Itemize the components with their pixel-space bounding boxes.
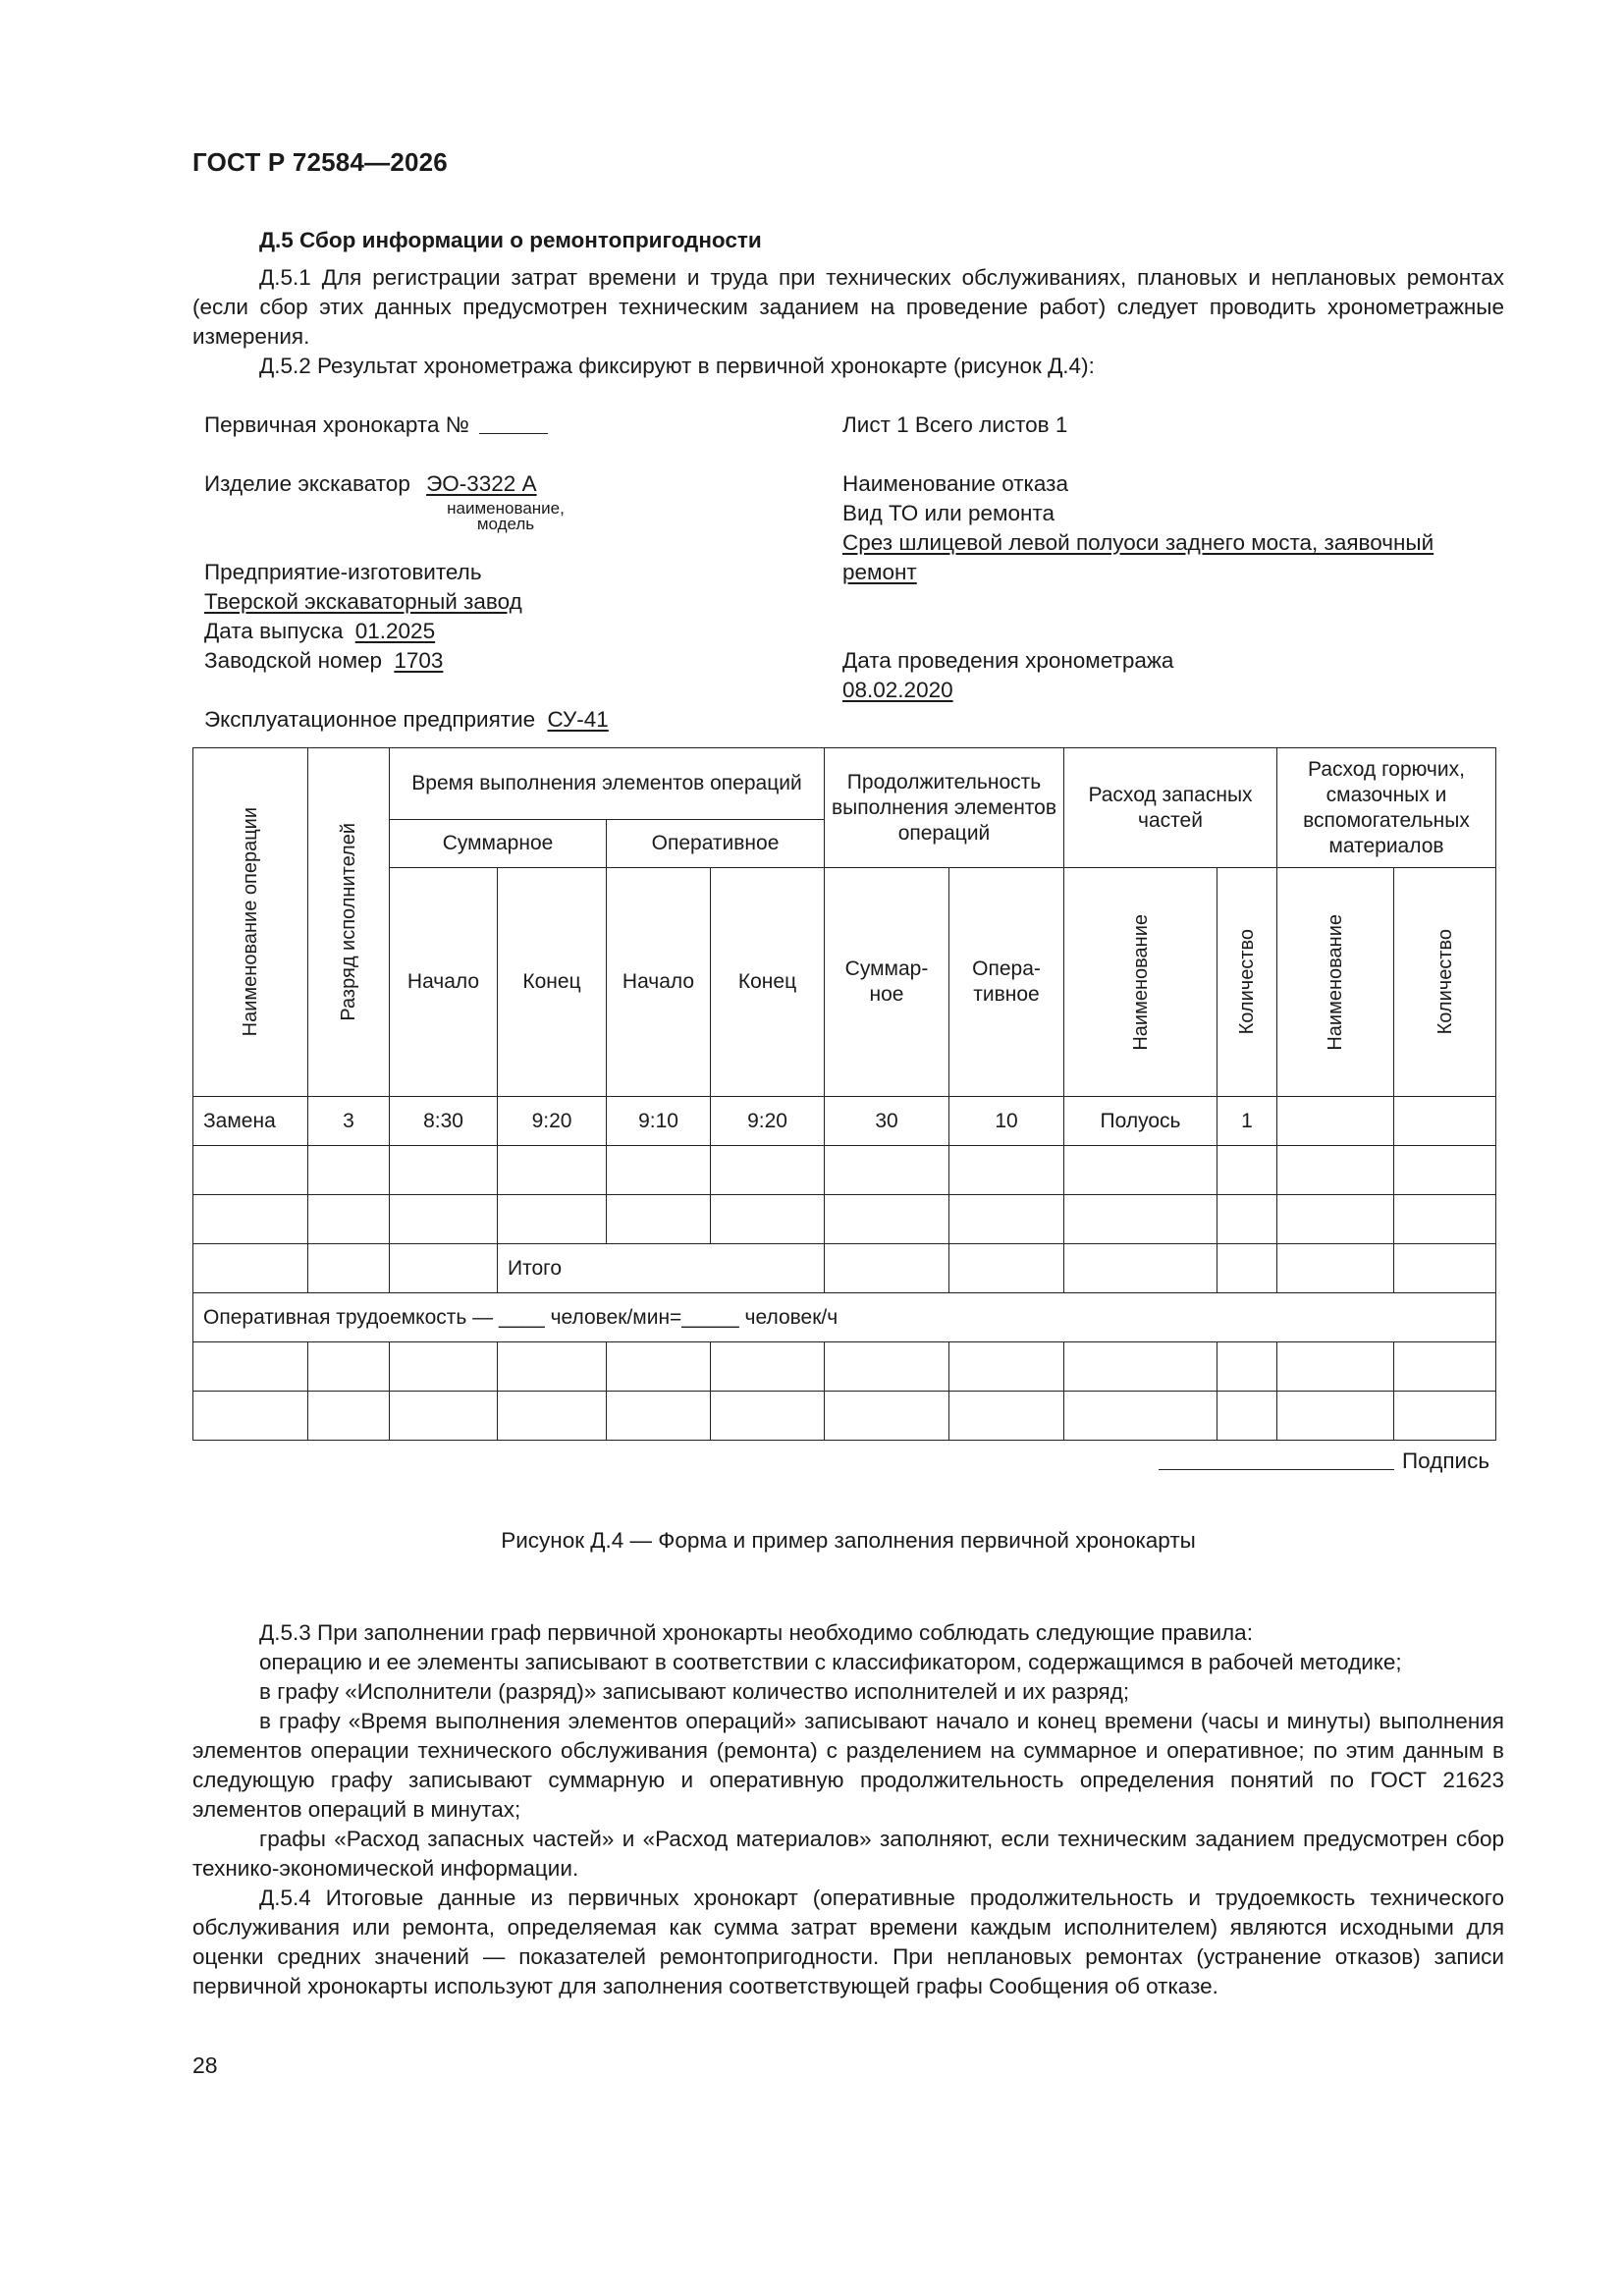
table-row-cell [606,1341,711,1392]
th-parts: Расход запасных частей [1063,747,1277,868]
table-row-cell [1276,1391,1394,1441]
failure-value-line2: ремонт [842,560,917,584]
release-label: Дата выпуска [204,619,344,643]
table-row-cell [192,1243,308,1293]
table-row-cell [389,1243,498,1293]
table-row-cell [1276,1194,1394,1244]
card-number-blank [479,433,548,434]
table-row-cell [389,1391,498,1441]
table-row-cell [497,1145,607,1195]
table-row-cell [1217,1194,1277,1244]
table-row-cell: Замена [192,1096,308,1146]
signature-field [1159,1449,1489,1474]
paragraph-d52: Д.5.2 Результат хронометража фиксируют в первичной хронокарте (рисунок Д.4): [259,354,1095,378]
th-rank-text: Разряд исполнителей [338,823,359,1021]
table-row-cell [1217,1243,1277,1293]
failure-value-line1: Срез шлицевой левой полуоси заднего моста, заявочный [842,530,1434,555]
table-row-cell [192,1145,308,1195]
table-row-cell [606,1194,711,1244]
table-row-cell [1217,1391,1277,1441]
table-row-cell: 10 [948,1096,1064,1146]
table-row-cell [1276,1096,1394,1146]
timing-date-label: Дата проведения хронометража [842,648,1174,673]
th-duration: Продолжительность выполнения элементов операций [824,747,1064,868]
product-note [422,501,589,532]
labor-line: Оперативная трудоемкость — ____ человек/мин=_____ человек/ч [192,1292,1496,1342]
th-time: Время выполнения элементов операций [389,747,825,820]
serial-label: Заводской номер [204,648,383,673]
table-row-cell [1063,1194,1217,1244]
table-row-cell [1276,1341,1394,1392]
table-row-cell [307,1194,390,1244]
table-row-cell [710,1145,825,1195]
table-row-cell [948,1243,1064,1293]
table-row-cell [1393,1194,1496,1244]
th-start-1: Начало [389,867,498,1097]
table-row-cell [1276,1243,1394,1293]
failure-label: Наименование отказа [842,471,1068,496]
table-row-cell [606,1391,711,1441]
table-row-cell [389,1145,498,1195]
card-number-field [204,410,548,440]
table-row-cell [307,1341,390,1392]
table-row-cell [1393,1145,1496,1195]
table-row-cell [606,1145,711,1195]
table-row-cell [1276,1145,1394,1195]
table-row-cell [192,1391,308,1441]
th-start-2: Начало [606,867,711,1097]
product-value: ЭО-3322 А [426,471,537,496]
table-row-cell [497,1194,607,1244]
table-row-cell [824,1194,949,1244]
th-materials-qty-text: Количество [1434,929,1456,1035]
table-row-cell [824,1145,949,1195]
table-row-cell: 9:10 [606,1096,711,1146]
table-row-cell [497,1391,607,1441]
th-operative: Оперативное [606,819,825,868]
th-duration-total: Суммар-ное [824,867,949,1097]
table-row-cell: Полуось [1063,1096,1217,1146]
table-row-cell [1063,1341,1217,1392]
table-row-cell [1063,1391,1217,1441]
serial-value: 1703 [394,648,444,673]
rule-4: графы «Расход запасных частей» и «Расход материалов» заполняют, если техническим заданием предусмотрен сбор технико-экономической информации. [192,1827,1504,1881]
table-row-cell [389,1194,498,1244]
release-date-field [204,617,435,646]
table-row-cell [389,1341,498,1392]
repair-type-label: Вид ТО или ремонта [842,501,1055,525]
table-row-cell [948,1145,1064,1195]
sheet-info: Лист 1 Всего листов 1 [842,412,1068,437]
th-duration-operative: Опера-тивное [948,867,1064,1097]
table-row-cell [824,1243,949,1293]
table-row-cell [1217,1145,1277,1195]
table-row-cell [307,1243,390,1293]
table-row-cell [192,1341,308,1392]
th-materials: Расход горючих, смазочных и вспомогательных материалов [1276,747,1496,868]
operator-field [204,705,609,735]
release-value: 01.2025 [354,619,436,643]
product-label: Изделие экскаватор [204,471,410,496]
operator-value: СУ-41 [547,707,609,732]
table-row-cell [1393,1096,1496,1146]
th-rank [307,747,390,1097]
table-row-cell [497,1341,607,1392]
th-parts-name-text: Наименование [1129,913,1152,1051]
document-header: ГОСТ Р 72584—2026 [192,147,448,177]
th-operation-name-text: Наименование операции [240,807,261,1037]
table-row-cell: 30 [824,1096,949,1146]
table-row-cell [710,1194,825,1244]
total-label: Итого [497,1243,825,1293]
th-materials-name-text: Наименование [1325,913,1346,1051]
table-row-cell [948,1391,1064,1441]
table-row-cell [824,1341,949,1392]
table-row-cell [1393,1243,1496,1293]
th-total: Суммарное [389,819,607,868]
table-row-cell [307,1391,390,1441]
rule-2: в графу «Исполнители (разряд)» записывают количество исполнителей и их разряд; [259,1679,1130,1704]
page-number: 28 [192,2052,218,2078]
table-row-cell [192,1194,308,1244]
rule-3: в графу «Время выполнения элементов операций» записывают начало и конец времени (часы и минуты) выполнения элементов операции технического обслуживания (ремонта) с разделением на суммарное и оперативное; по этим данным в следующую графу записывают суммарную и оперативную продолжительность определения понятий по ГОСТ 21623 элементов операций в минутах; [192,1709,1504,1822]
table-row-cell: 9:20 [497,1096,607,1146]
table-row-cell [307,1145,390,1195]
table-row-cell [824,1391,949,1441]
maker-value: Тверской экскаваторный завод [204,589,522,614]
table-row-cell [1063,1243,1217,1293]
paragraph-d54: Д.5.4 Итоговые данные из первичных хронокарт (оперативные продолжительность и трудоемкость технического обслуживания или ремонта, определяемая как сумма затрат времени каждым исполнителем) являются исходными для оценки средних значений — показателей ремонтопригодности. При неплановых ремонтах (устранение отказов) записи первичной хронокарты используют для заполнения соответствующей графы Сообщения об отказе. [192,1886,1504,1998]
serial-field [204,646,443,676]
maker-label: Предприятие-изготовитель [204,560,482,584]
table-row-cell [710,1341,825,1392]
card-number-label: Первичная хронокарта № [204,412,469,437]
figure-caption: Рисунок Д.4 — Форма и пример заполнения первичной хронокарты [501,1528,1196,1553]
table-row-cell [710,1391,825,1441]
table-row-cell [1393,1341,1496,1392]
product-note-line1: наименование, [447,499,565,518]
table-row-cell: 9:20 [710,1096,825,1146]
th-parts-name [1063,867,1217,1097]
th-materials-name [1276,867,1394,1097]
table-row-cell: 3 [307,1096,390,1146]
table-row-cell [948,1341,1064,1392]
timing-date-value: 08.02.2020 [842,678,953,702]
table-row-cell [948,1194,1064,1244]
operator-label: Эксплуатационное предприятие [204,707,536,732]
th-end-2: Конец [710,867,825,1097]
table-row-cell: 1 [1217,1096,1277,1146]
table-row-cell [1393,1391,1496,1441]
product-note-line2: модель [476,515,535,533]
th-operation-name [192,747,308,1097]
table-row-cell [1063,1145,1217,1195]
chronocard-table [192,747,1496,1425]
th-materials-qty [1393,867,1496,1097]
th-end-1: Конец [497,867,607,1097]
th-parts-qty [1217,867,1277,1097]
table-row-cell: 8:30 [389,1096,498,1146]
paragraph-d53: Д.5.3 При заполнении граф первичной хронокарты необходимо соблюдать следующие правила: [259,1620,1253,1645]
signature-line [1159,1469,1394,1470]
product-field [204,469,537,499]
paragraph-d51: Д.5.1 Для регистрации затрат времени и труда при технических обслуживаниях, плановых и неплановых ремонтах (если сбор этих данных предусмотрен техническим заданием на проведение работ) следует проводить хронометражные измерения. [192,265,1504,349]
section-title: Д.5 Сбор информации о ремонтопригодности [259,228,762,252]
signature-label: Подпись [1402,1449,1490,1473]
table-row-cell [1217,1341,1277,1392]
th-parts-qty-text: Количество [1236,929,1258,1035]
rule-1: операцию и ее элементы записывают в соответствии с классификатором, содержащимся в рабочей методике; [259,1650,1402,1674]
